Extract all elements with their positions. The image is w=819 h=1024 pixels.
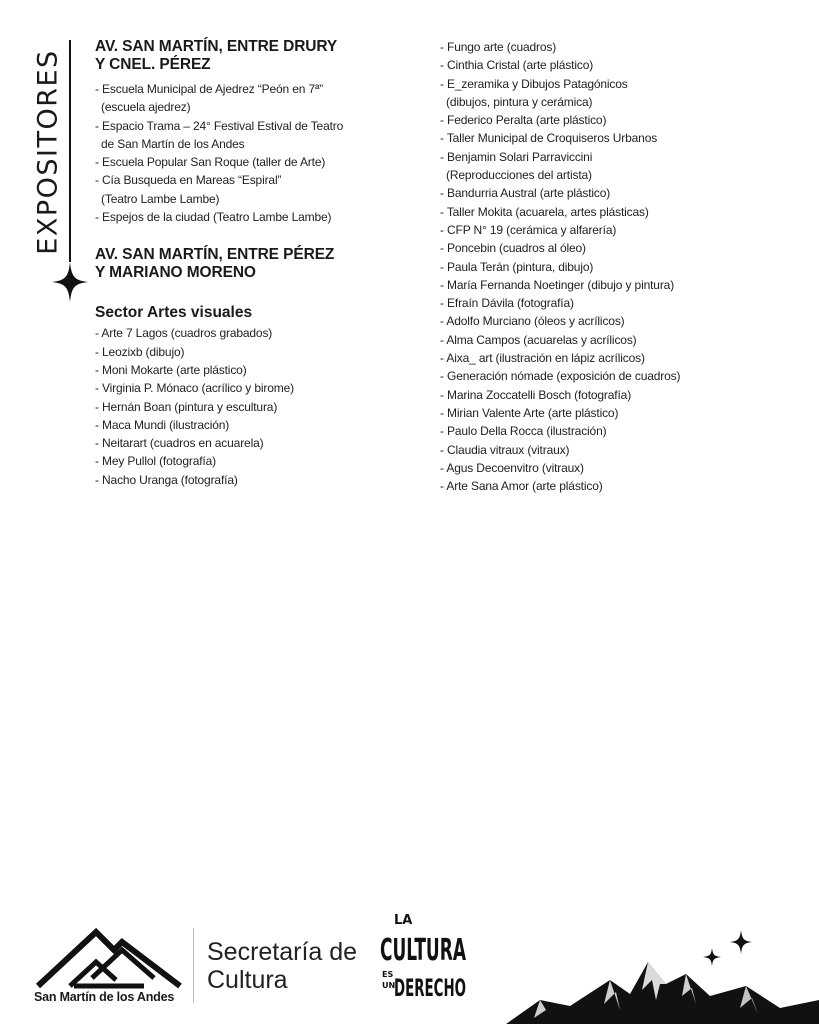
- star-big-icon: [730, 930, 752, 954]
- list-item: - Neitarart (cuadros en acuarela): [95, 436, 264, 451]
- list-item: [95, 153, 415, 171]
- item-text: - Escuela Municipal de Ajedrez “Peón en 7ª”: [95, 82, 324, 96]
- list-item: [95, 171, 415, 208]
- list-item: [440, 239, 780, 257]
- item-text: - María Fernanda Noetinger (dibujo y pintura): [440, 277, 675, 292]
- location-heading-line: AV. SAN MARTÍN, ENTRE PÉREZ: [95, 246, 335, 264]
- title-divider-line: [69, 40, 71, 262]
- item-text: - CFP N° 19 (cerámica y alfarería): [440, 222, 617, 237]
- item-text: - Claudia vitraux (vitraux): [440, 442, 570, 457]
- item-text: - Bandurria Austral (arte plástico): [440, 186, 611, 201]
- list-item: [440, 221, 780, 239]
- item-text: - Poncebin (cuadros al óleo): [440, 241, 586, 256]
- location-heading-line: Y CNEL. PÉREZ: [95, 56, 211, 73]
- star-small-icon: [703, 948, 721, 966]
- item-text: - Arte Sana Amor (arte plástico): [440, 479, 603, 494]
- slogan-es: ES: [382, 970, 394, 979]
- list-item: [440, 75, 780, 112]
- item-text: - E_zeramika y Dibujos Patagónicos: [440, 76, 628, 91]
- item-text: - Marina Zoccatelli Bosch (fotografía): [440, 387, 632, 402]
- item-text: - Cinthia Cristal (arte plástico): [440, 58, 594, 73]
- list-item: [440, 184, 780, 202]
- item-text: - Efraín Dávila (fotografía): [440, 296, 574, 311]
- footer-divider: [193, 928, 194, 1003]
- location-section: [95, 246, 415, 282]
- sparkle-star-icon: [52, 262, 88, 302]
- san-martin-mountain-logo: [34, 928, 184, 988]
- item-text-continued: (Reproducciones del artista): [446, 168, 592, 183]
- item-text-continued: (dibujos, pintura y cerámica): [446, 94, 593, 109]
- list-item: [440, 349, 780, 367]
- item-text: - Paulo Della Rocca (ilustración): [440, 424, 607, 439]
- expositores-title-text: EXPOSITORES: [32, 49, 64, 255]
- item-text-continued: (escuela ajedrez): [101, 100, 191, 115]
- item-text: - Agus Decoenvitro (vitraux): [440, 460, 584, 475]
- list-item: [440, 294, 780, 312]
- list-item: [440, 56, 780, 74]
- list-item: - Hernán Boan (pintura y escultura): [95, 399, 278, 414]
- list-item: - Maca Mundi (ilustración): [95, 417, 230, 432]
- item-text-continued: de San Martín de los Andes: [101, 136, 245, 151]
- secretaria-line-2: Cultura: [207, 966, 288, 994]
- list-item: - Virginia P. Mónaco (acrílico y birome): [95, 381, 294, 396]
- la-cultura-es-un-derecho-logo: [380, 910, 475, 1002]
- list-item: [440, 258, 780, 276]
- list-item: [440, 422, 780, 440]
- item-text: - Cía Busqueda en Mareas “Espiral”: [95, 173, 282, 188]
- list-item: - Moni Mokarte (arte plástico): [95, 362, 247, 377]
- list-item: [440, 312, 780, 330]
- list-item: [440, 386, 780, 404]
- item-text: - Adolfo Murciano (óleos y acrílicos): [440, 314, 625, 329]
- list-item: [440, 404, 780, 422]
- slogan-cultura: CULTURA: [380, 933, 467, 968]
- artes-visuales-list: [95, 324, 415, 489]
- list-item: [440, 203, 780, 221]
- municipality-name: San Martín de los Andes: [34, 990, 175, 1004]
- item-text-continued: (Teatro Lambe Lambe): [101, 191, 220, 206]
- item-text: - Benjamin Solari Parraviccini: [440, 149, 593, 164]
- expositores-title: [28, 49, 68, 255]
- artes-visuales-section: [95, 304, 415, 489]
- list-item: - Leozixb (dibujo): [95, 344, 185, 359]
- slogan-un: UN: [382, 981, 396, 990]
- list-item: [440, 459, 780, 477]
- slogan-la: LA: [394, 913, 413, 928]
- list-item: [440, 148, 780, 185]
- list-item: [95, 208, 415, 226]
- secretaria-de-cultura: [207, 938, 357, 994]
- right-column: [440, 38, 780, 495]
- list-item: [440, 38, 780, 56]
- artes-visuales-heading: Sector Artes visuales: [95, 304, 253, 322]
- item-text: - Escuela Popular San Roque (taller de Arte): [95, 155, 326, 170]
- list-item: [440, 331, 780, 349]
- location-heading: [95, 246, 415, 282]
- item-text: - Taller Municipal de Croquiseros Urbanos: [440, 131, 658, 146]
- list-item: [440, 367, 780, 385]
- list-item: [440, 129, 780, 147]
- left-column: [95, 38, 415, 509]
- list-item: [95, 80, 415, 117]
- secretaria-line-1: Secretaría de: [207, 938, 358, 966]
- item-text: - Federico Peralta (arte plástico): [440, 113, 607, 128]
- list-item: [440, 276, 780, 294]
- item-text: - Alma Campos (acuarelas y acrílicos): [440, 332, 637, 347]
- list-item: [95, 117, 415, 154]
- slogan-derecho: DERECHO: [394, 974, 466, 1002]
- footer: [0, 880, 819, 1024]
- item-text: - Espejos de la ciudad (Teatro Lambe Lambe): [95, 210, 332, 225]
- location-exhibitor-list: [95, 80, 415, 226]
- location-section: [95, 38, 415, 226]
- item-text: - Paula Terán (pintura, dibujo): [440, 259, 594, 274]
- mountains-with-stars-illustration: [500, 900, 819, 1024]
- location-heading-line: AV. SAN MARTÍN, ENTRE DRURY: [95, 38, 338, 55]
- item-text: - Fungo arte (cuadros): [440, 40, 557, 54]
- list-item: - Arte 7 Lagos (cuadros grabados): [95, 326, 273, 341]
- location-heading-line: Y MARIANO MORENO: [95, 264, 256, 282]
- item-text: - Taller Mokita (acuarela, artes plásticas): [440, 204, 649, 219]
- item-text: - Mirian Valente Arte (arte plástico): [440, 405, 619, 420]
- item-text: - Espacio Trama – 24° Festival Estival de Teatro: [95, 118, 344, 133]
- location-heading: [95, 38, 415, 74]
- item-text: - Aixa_ art (ilustración en lápiz acrílicos): [440, 351, 645, 366]
- list-item: [440, 441, 780, 459]
- item-text: - Generación nómade (exposición de cuadros): [440, 369, 681, 384]
- list-item: [440, 111, 780, 129]
- list-item: - Mey Pullol (fotografía): [95, 454, 216, 469]
- list-item: - Nacho Uranga (fotografía): [95, 472, 238, 487]
- list-item: [440, 477, 780, 495]
- right-exhibitor-list: [440, 38, 780, 495]
